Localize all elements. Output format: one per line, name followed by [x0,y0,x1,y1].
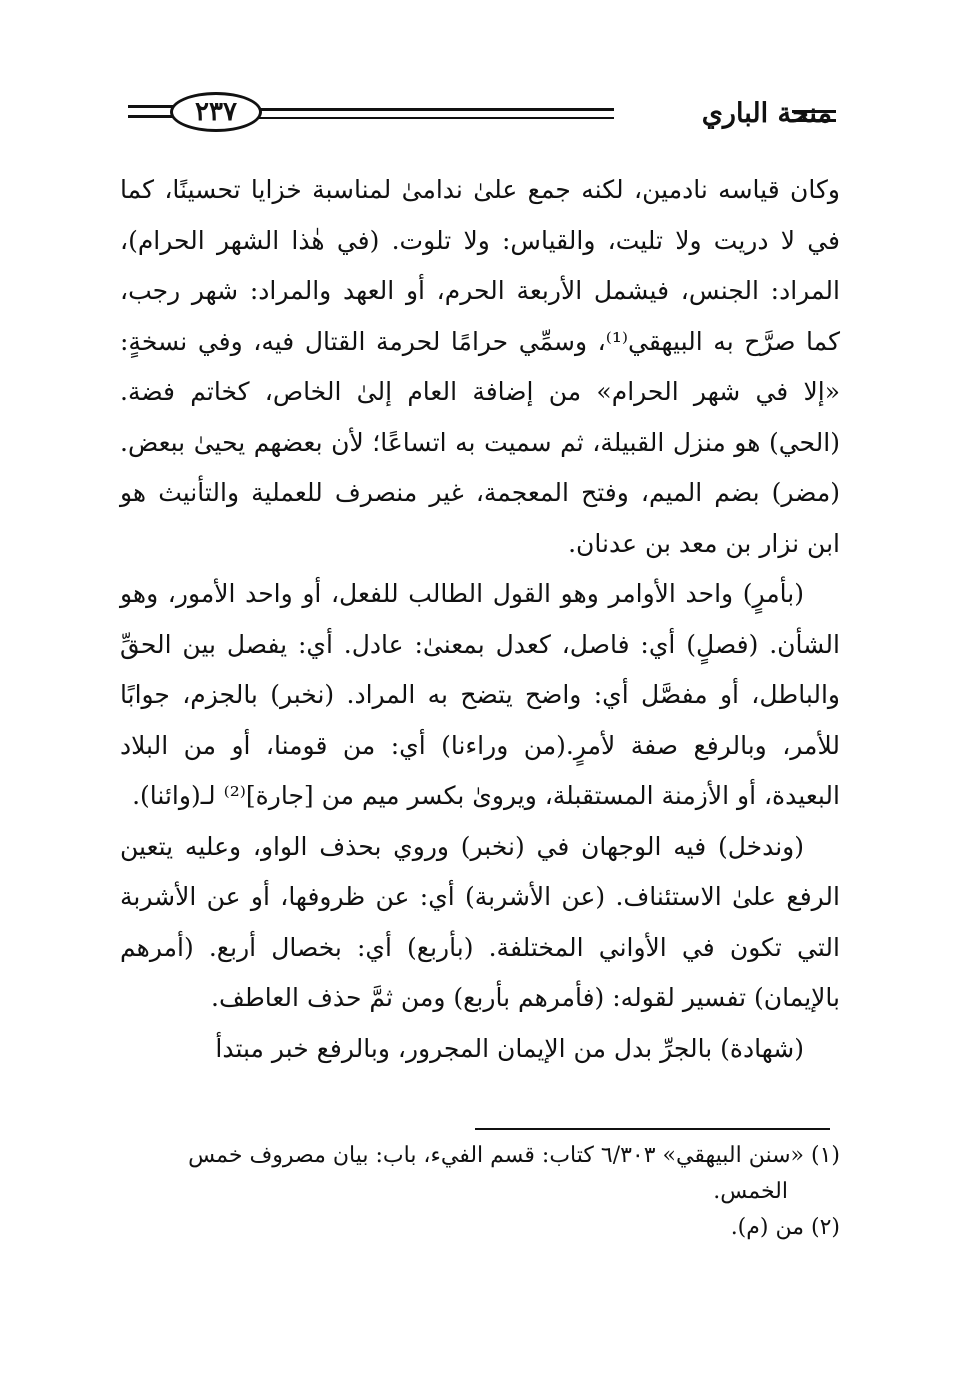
paragraph-3: (وندخل) فيه الوجهان في (نخبر) وروي بحذف الواو، وعليه يتعين الرفع علىٰ الاستئناف. (عن الأشربة) أي: عن ظروفها، أو عن الأشربة التي تكون في الأواني المختلفة. (بأربع) أي: بخصال أربع. (أمرهم بالإيمان) تفسير لقوله: (فأمرهم بأربع) ومن ثمَّ حذف العاطف. [120,831,840,1012]
header-rule-right-bottom [792,119,836,122]
header-rule-long-bottom [258,117,614,119]
footnote-separator [475,1128,830,1130]
header-rule-right-top [792,110,836,113]
footnote-2: (٢) من (م). [730,1215,840,1240]
header-rule-long-top [258,108,614,111]
page-number: ٢٣٧ [170,92,262,132]
footnote-1-continuation: الخمس. [713,1179,788,1204]
paragraph-2: (بأمرٍ) واحد الأوامر وهو القول الطالب للفعل، أو واحد الأمور، وهو الشأن. (فصلٍ) أي: فاصل، كعدل بمعنىٰ: عادل. أي: يفصل بين الحقِّ والباطل، أو مفصَّل أي: واضح يتضح به المراد. (نخبر) بالجزم، جوابًا للأمر، وبالرفع صفة لأمرٍ.(من وراءنا) أي: من قومنا، أو من البلاد البعيدة، أو الأزمنة المستقبلة، ويروىٰ بكسر ميم من [جارة]⁽²⁾ لـ(وائنا). [120,579,840,810]
header-rule-left-outer [128,105,173,108]
header-rule-left-outer-2 [128,115,173,118]
footnote-1: (١) «سنن البيهقي» ٦/٣٠٣ كتاب: قسم الفيء، باب: بيان مصروف خمس [188,1143,840,1168]
footnotes [120,1138,840,1246]
main-text [120,165,840,1074]
paragraph-1: وكان قياسه نادمين، لكنه جمع علىٰ ندامىٰ لمناسبة خزايا تحسينًا، كما في لا دريت ولا تليت، والقياس: ولا تلوت. (في هٰذا الشهر الحرام)، المراد: الجنس، فيشمل الأربعة الحرم، أو العهد والمراد: شهر رجب، كما صرَّح به البيهقي⁽¹⁾، وسمِّي حرامًا لحرمة القتال فيه، وفي نسخةٍ: «إلا في شهر الحرام» من إضافة العام إلىٰ الخاص، كخاتم فضة. (الحي) هو منزل القبيلة، ثم سميت به اتساعًا؛ لأن بعضهم يحيىٰ ببعض. (مضر) بضم الميم، وفتح المعجمة، غير منصرف للعملية والتأنيث هو ابن نزار بن معد بن عدنان. [120,175,841,558]
running-title: منحة الباري [701,98,832,129]
paragraph-4: (شهادة) بالجرِّ بدل من الإيمان المجرور، وبالرفع خبر مبتدأ [215,1033,804,1063]
page-header [0,0,962,160]
